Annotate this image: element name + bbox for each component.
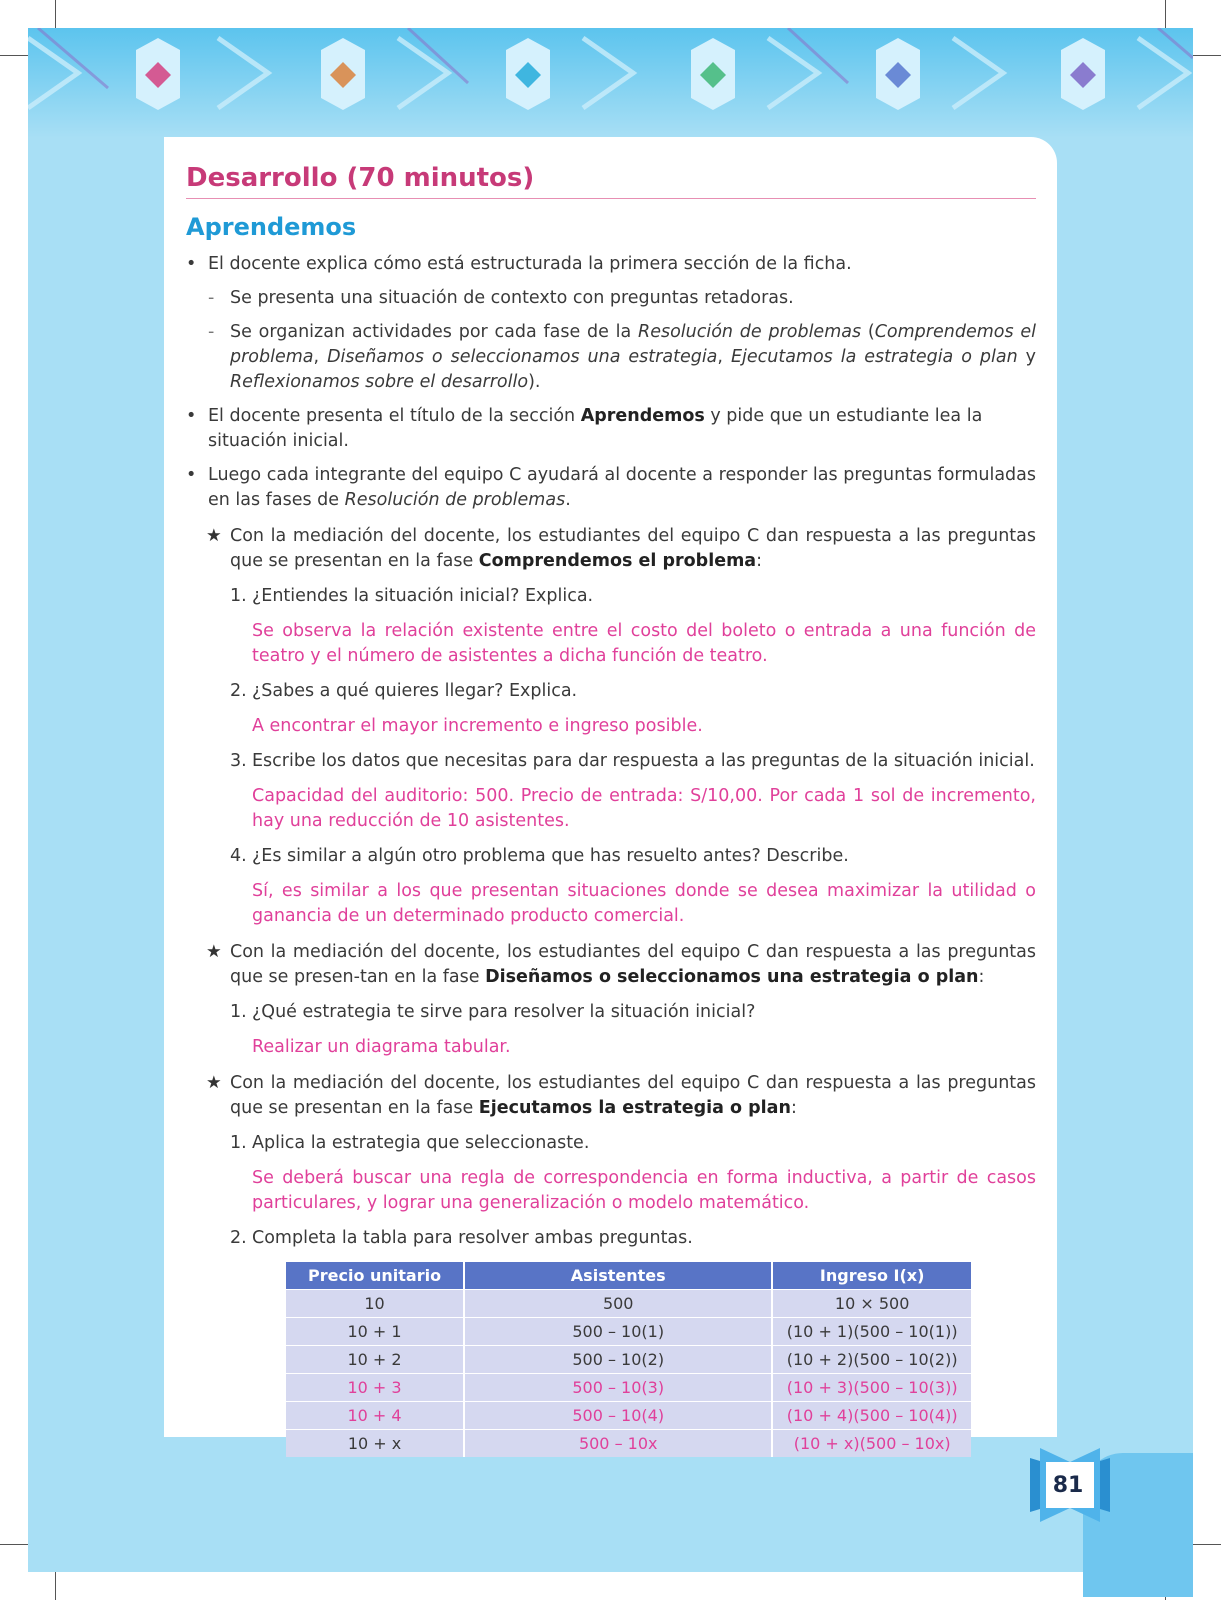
dash-text: Se presenta una situación de contexto con preguntas retadoras.	[230, 288, 794, 308]
dash-marker: -	[208, 288, 215, 308]
dash-item	[186, 320, 1036, 395]
star-item-phase3	[186, 1071, 1036, 1121]
bullet-item	[186, 404, 1036, 454]
table-cell: 10 + 1	[286, 1318, 464, 1346]
income-table	[286, 1262, 971, 1457]
phase-name: Reflexionamos sobre el desarrollo	[230, 372, 529, 392]
star-item-phase2	[186, 940, 1036, 990]
crop-mark	[55, 1572, 56, 1600]
bold-text: Aprendemos	[580, 406, 705, 426]
question-number: 1.	[230, 1002, 247, 1022]
main-content	[186, 160, 1036, 1457]
dash-item	[186, 286, 1036, 311]
phase-name: Ejecutamos la estrategia o plan	[730, 347, 1018, 367]
column-header: Precio unitario	[286, 1262, 464, 1290]
answer-text: A encontrar el mayor incremento e ingreso posible.	[252, 716, 703, 736]
answer-text: Realizar un diagrama tabular.	[252, 1037, 511, 1057]
table-cell: 10	[286, 1290, 464, 1318]
question-number: 2.	[230, 1228, 247, 1248]
bullet-text: El docente explica cómo está estructurada la primera sección de la ficha.	[208, 254, 852, 274]
crop-mark	[55, 0, 56, 28]
table-cell: 10 × 500	[772, 1290, 971, 1318]
question-number: 4.	[230, 846, 247, 866]
section-subtitle: Aprendemos	[186, 213, 357, 241]
dash-text: ,	[313, 347, 328, 367]
answer-text: Sí, es similar a los que presentan situaciones donde se desea maximizar la utilidad o ganancia de un determinado producto comercial.	[252, 881, 1036, 926]
table-cell-answer: 10 + 3	[286, 1374, 464, 1402]
table-cell-answer: (10 + 3)(500 – 10(3))	[772, 1374, 971, 1402]
phase-title: Comprendemos el problema	[478, 551, 757, 571]
bullet-text: El docente presenta el título de la sección	[208, 406, 581, 426]
table-cell-answer: (10 + x)(500 – 10x)	[772, 1430, 971, 1458]
phase-name: Diseñamos o seleccionamos una estrategia	[327, 347, 718, 367]
column-header: Ingreso I(x)	[772, 1262, 971, 1290]
table-row	[286, 1374, 971, 1402]
table-row	[286, 1290, 971, 1318]
question-number: 1.	[230, 586, 247, 606]
question-item	[186, 1000, 1036, 1025]
page-number: 81	[1052, 1473, 1084, 1498]
table-header-row	[286, 1262, 971, 1290]
table-cell: 500 – 10(1)	[464, 1318, 772, 1346]
phase-title: Ejecutamos la estrategia o plan	[478, 1098, 791, 1118]
star-text: :	[978, 967, 985, 987]
bullet-marker: •	[186, 465, 197, 485]
bullet-text: Luego cada integrante del equipo C ayudará al docente a responder las preguntas formuladas en las fases de	[208, 465, 1036, 510]
answer-text: Se observa la relación existente entre el costo del boleto o entrada a una función de teatro y el número de asistentes a dicha función de teatro.	[252, 621, 1036, 666]
question-item	[186, 749, 1036, 774]
star-icon: ★	[206, 526, 222, 546]
crop-mark	[0, 55, 28, 56]
phase-name: Comprendemos el problema	[230, 322, 1036, 367]
star-item-phase1	[186, 524, 1036, 574]
star-text: :	[790, 1098, 797, 1118]
crop-mark	[1193, 1544, 1221, 1545]
bullet-text: y pide que un estudiante lea la situación inicial.	[208, 406, 983, 451]
question-number: 1.	[230, 1133, 247, 1153]
bullet-item	[186, 463, 1036, 513]
column-header: Asistentes	[464, 1262, 772, 1290]
question-item	[186, 844, 1036, 869]
question-number: 2.	[230, 681, 247, 701]
table-cell-answer: (10 + 4)(500 – 10(4))	[772, 1402, 971, 1430]
question-number: 3.	[230, 751, 247, 771]
star-text: Con la mediación del docente, los estudiantes del equipo C dan respuesta a las preguntas que se presen-tan en la fase	[230, 942, 1036, 987]
question-text: Aplica la estrategia que seleccionaste.	[252, 1133, 590, 1153]
dash-text: Se organizan actividades por cada fase de la	[230, 322, 639, 342]
bullet-marker: •	[186, 406, 197, 426]
table-cell: 500	[464, 1290, 772, 1318]
bullet-text: .	[565, 490, 571, 510]
table-row	[286, 1318, 971, 1346]
question-item	[186, 584, 1036, 609]
star-text: Con la mediación del docente, los estudiantes del equipo C dan respuesta a las preguntas que se presentan en la fase	[230, 1073, 1036, 1118]
star-text: :	[756, 551, 763, 571]
question-text: ¿Entiendes la situación inicial? Explica.	[252, 586, 594, 606]
section-title: Desarrollo (70 minutos)	[186, 160, 1036, 199]
table-cell-answer: 10 + 4	[286, 1402, 464, 1430]
table-cell-answer: 500 – 10(4)	[464, 1402, 772, 1430]
question-item	[186, 679, 1036, 704]
table-row	[286, 1402, 971, 1430]
phase-title: Diseñamos o seleccionamos una estrategia o plan	[485, 967, 979, 987]
table-cell-answer: 500 – 10x	[464, 1430, 772, 1458]
dash-marker: -	[208, 322, 215, 342]
question-item	[186, 1226, 1036, 1251]
star-text: Con la mediación del docente, los estudiantes del equipo C dan respuesta a las preguntas que se presentan en la fase	[230, 526, 1036, 571]
question-text: Escribe los datos que necesitas para dar respuesta a las preguntas de la situación inicial.	[252, 751, 1035, 771]
phase-name: Resolución de problemas	[638, 322, 862, 342]
crop-mark	[0, 1544, 28, 1545]
dash-text: (	[861, 322, 875, 342]
answer-text: Se deberá buscar una regla de correspondencia en forma inductiva, a partir de casos particulares, y lograr una generalización o modelo matemático.	[252, 1168, 1036, 1213]
question-text: ¿Es similar a algún otro problema que has resuelto antes? Describe.	[252, 846, 849, 866]
italic-text: Resolución de problemas	[344, 490, 566, 510]
table-row	[286, 1430, 971, 1458]
dash-text: y	[1017, 347, 1036, 367]
question-item	[186, 1131, 1036, 1156]
answer-text: Capacidad del auditorio: 500. Precio de entrada: S/10,00. Por cada 1 sol de incremento, hay una reducción de 10 asistentes.	[252, 786, 1036, 831]
crop-mark	[1193, 55, 1221, 56]
bullet-marker: •	[186, 254, 197, 274]
table-row	[286, 1346, 971, 1374]
decorative-banner	[28, 28, 1193, 138]
question-text: ¿Sabes a qué quieres llegar? Explica.	[252, 681, 578, 701]
question-text: ¿Qué estrategia te sirve para resolver la situación inicial?	[252, 1002, 756, 1022]
bullet-item	[186, 252, 1036, 277]
star-icon: ★	[206, 1073, 222, 1093]
dash-text: ).	[528, 372, 541, 392]
table-cell: (10 + 2)(500 – 10(2))	[772, 1346, 971, 1374]
table-cell: (10 + 1)(500 – 10(1))	[772, 1318, 971, 1346]
crop-mark	[1165, 0, 1166, 28]
table-cell: 10 + x	[286, 1430, 464, 1458]
table-cell: 10 + 2	[286, 1346, 464, 1374]
dash-text: ,	[717, 347, 731, 367]
table-cell-answer: 500 – 10(3)	[464, 1374, 772, 1402]
table-cell: 500 – 10(2)	[464, 1346, 772, 1374]
star-icon: ★	[206, 942, 222, 962]
question-text: Completa la tabla para resolver ambas preguntas.	[252, 1228, 693, 1248]
